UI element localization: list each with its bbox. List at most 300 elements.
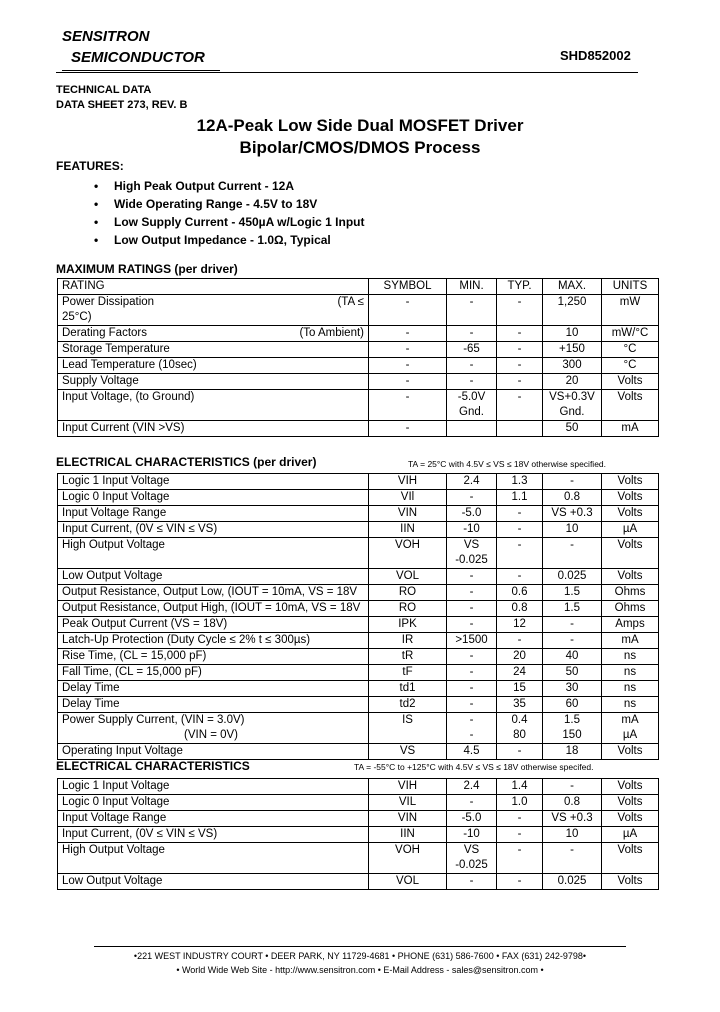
parameter-cell-value: Logic 0 Input Voltage [62, 796, 170, 808]
parameter-cell-value: Input Voltage Range [62, 507, 167, 519]
typ-cell [497, 617, 543, 633]
symbol-cell-value: IIN [400, 523, 415, 535]
min-cell [447, 874, 497, 890]
max-cell-value: VS +0.3 [551, 812, 593, 824]
units-cell: Volts [602, 374, 659, 390]
max-cell [543, 779, 602, 795]
typ-cell-value: - [517, 539, 522, 551]
rating-name-cont: 25°C) [62, 311, 92, 323]
parameter-cell [58, 795, 369, 811]
min-cell [447, 601, 497, 617]
min-cell: - [447, 295, 497, 326]
units-cell-value: ns [623, 682, 637, 694]
parameter-cell-value: Low Output Voltage [62, 875, 163, 887]
symbol-cell-value: VIH [397, 475, 418, 487]
column-header: TYP. [497, 279, 543, 295]
min-value-2: Gnd. [459, 406, 484, 418]
max-cell-value: 0.025 [557, 570, 587, 582]
units-cell [602, 827, 659, 843]
typ-cell: - [497, 390, 543, 421]
symbol-cell [369, 490, 447, 506]
rating-name: Power Dissipation [62, 296, 155, 308]
rating-note: (To Ambient) [299, 327, 364, 339]
max-cell-value: 18 [565, 745, 579, 757]
document-title: 12A-Peak Low Side Dual MOSFET Driver [196, 116, 524, 135]
typ-cell-value: - [517, 523, 522, 535]
parameter-cell [58, 811, 369, 827]
table-row [58, 585, 659, 601]
symbol-cell: - [369, 295, 447, 326]
company-name-line2: SEMICONDUCTOR [71, 49, 205, 66]
max-cell [543, 585, 602, 601]
symbol-cell-value: td1 [399, 682, 416, 694]
parameter-cell [58, 633, 369, 649]
max-value: VS+0.3V [549, 391, 595, 403]
parameter-cell-value: Delay Time [62, 698, 120, 710]
table-row [58, 295, 659, 326]
max-cell [543, 633, 602, 649]
max-cell: 20 [543, 374, 602, 390]
symbol-cell [369, 569, 447, 585]
column-header: RATING [58, 279, 369, 295]
typ-cell-value: 35 [513, 698, 526, 710]
parameter-cell [58, 713, 369, 744]
max-cell [543, 601, 602, 617]
units-cell [602, 713, 659, 744]
symbol-cell [369, 713, 447, 744]
symbol-cell-value: td2 [399, 698, 416, 710]
typ-cell [497, 601, 543, 617]
max-value-2: Gnd. [559, 406, 585, 418]
parameter-cell-value: Logic 1 Input Voltage [62, 475, 170, 487]
feature-item: • Low Output Impedance - 1.0Ω, Typical [94, 231, 364, 249]
max-cell [543, 390, 602, 421]
typ-cell: - [497, 326, 543, 342]
units-cell [602, 744, 659, 760]
typ-cell [497, 843, 543, 874]
max-cell [543, 697, 602, 713]
symbol-cell: - [369, 374, 447, 390]
max-cell [543, 474, 602, 490]
typ-cell [497, 665, 543, 681]
typ-cell-value: - [517, 745, 522, 757]
units-cell-value: Volts [617, 475, 643, 487]
max-cell [543, 569, 602, 585]
typ-cell [497, 811, 543, 827]
rating-name: Input Current (VIN >VS) [58, 421, 369, 437]
symbol-cell [369, 601, 447, 617]
max-cell-value: 60 [565, 698, 579, 710]
units-cell-value: Volts [617, 745, 643, 757]
table-row [58, 490, 659, 506]
max-cell [543, 522, 602, 538]
units-cell-value: Volts [617, 780, 643, 792]
min-cell [447, 697, 497, 713]
table-row [58, 827, 659, 843]
features-heading: FEATURES: [56, 159, 124, 173]
typ-cell-value: 0.6 [511, 586, 528, 598]
table-row [58, 795, 659, 811]
symbol-cell-value: tF [402, 666, 413, 678]
max-cell: 1,250 [543, 295, 602, 326]
parameter-cell-value: Input Current, (0V ≤ VIN ≤ VS) [62, 828, 218, 840]
symbol-cell-value: VIH [397, 780, 418, 792]
units-cell-value: Volts [617, 507, 643, 519]
typ-cell [497, 490, 543, 506]
document-subtitle: Bipolar/CMOS/DMOS Process [239, 138, 481, 157]
min-cell-value: VS [463, 539, 480, 551]
table-row [58, 681, 659, 697]
symbol-cell: - [369, 390, 447, 421]
symbol-cell [369, 874, 447, 890]
min-cell [447, 811, 497, 827]
units-cell [602, 585, 659, 601]
min-value: -5.0V [457, 391, 486, 403]
units-cell-value: ns [623, 698, 637, 710]
symbol-cell-value: IS [402, 714, 413, 726]
units-cell-value: mA [621, 714, 639, 726]
symbol-cell [369, 779, 447, 795]
min-cell-value-2: -0.025 [455, 859, 488, 871]
parameter-cell-value: Input Voltage Range [62, 812, 167, 824]
max-cell [543, 617, 602, 633]
typ-cell-value: 20 [513, 650, 526, 662]
table-row [58, 601, 659, 617]
symbol-cell-value: VOH [395, 539, 420, 551]
units-cell-value-2: µA [622, 729, 638, 741]
max-cell-value: 1.5 [564, 586, 580, 598]
typ-cell [497, 633, 543, 649]
parameter-cell [58, 665, 369, 681]
rating-name: Storage Temperature [58, 342, 369, 358]
units-cell-value: Volts [617, 812, 643, 824]
rating-note: (TA ≤ [337, 296, 364, 308]
table-row [58, 421, 659, 437]
min-cell [447, 617, 497, 633]
units-cell-value: ns [623, 666, 637, 678]
min-cell [447, 633, 497, 649]
units-cell [602, 843, 659, 874]
parameter-cell [58, 697, 369, 713]
min-cell-value: - [469, 570, 474, 582]
max-ratings-heading: MAXIMUM RATINGS (per driver) [56, 262, 238, 276]
parameter-cell-value: Low Output Voltage [62, 570, 163, 582]
parameter-cell-value: Output Resistance, Output High, (IOUT = 10mA, VS = 18V [62, 602, 361, 614]
min-cell: - [447, 358, 497, 374]
symbol-cell-value: IR [401, 634, 414, 646]
units-cell [602, 601, 659, 617]
max-cell [543, 713, 602, 744]
parameter-cell-value: Power Supply Current, (VIN = 3.0V) [62, 714, 245, 726]
units-cell-value: µA [622, 828, 638, 840]
units-cell-value: Volts [617, 844, 643, 856]
rating-name: Derating Factors [62, 327, 148, 339]
min-cell [447, 421, 497, 437]
parameter-cell-value: Operating Input Voltage [62, 745, 183, 757]
units-cell [602, 522, 659, 538]
min-cell-value: 2.4 [463, 780, 480, 792]
max-cell [543, 744, 602, 760]
min-cell-value: - [469, 714, 474, 726]
symbol-cell-value: VIL [398, 796, 417, 808]
symbol-cell-value: VS [399, 745, 416, 757]
units-cell-value: Volts [617, 875, 643, 887]
units-cell [602, 506, 659, 522]
units-cell: mA [602, 421, 659, 437]
min-cell [447, 585, 497, 601]
min-cell-value: - [469, 602, 474, 614]
table-row [58, 843, 659, 874]
footer-web: • World Wide Web Site - http://www.sensitron.com • E-Mail Address - sales@sensitron.com • [176, 965, 544, 975]
min-cell [447, 795, 497, 811]
table-row [58, 342, 659, 358]
min-cell: - [447, 326, 497, 342]
max-ratings-table [57, 278, 659, 437]
min-cell-value: -10 [463, 828, 480, 840]
max-cell-value: 1.5 [564, 602, 580, 614]
units-cell-value: µA [622, 523, 638, 535]
min-cell-value: >1500 [455, 634, 488, 646]
parameter-cell-value: Logic 0 Input Voltage [62, 491, 170, 503]
typ-cell-value: 1.4 [511, 780, 528, 792]
table-row [58, 633, 659, 649]
max-cell-value: 30 [565, 682, 579, 694]
units-cell [602, 874, 659, 890]
units-cell-value: Ohms [614, 602, 646, 614]
symbol-cell [369, 474, 447, 490]
column-header: MIN. [447, 279, 497, 295]
symbol-cell-value: IIN [400, 828, 415, 840]
table-row [58, 697, 659, 713]
parameter-cell [58, 617, 369, 633]
column-header: MAX. [543, 279, 602, 295]
max-cell [543, 843, 602, 874]
max-cell-value: 0.025 [557, 875, 587, 887]
symbol-cell: - [369, 342, 447, 358]
units-cell-value: Volts [617, 796, 643, 808]
units-cell-value: Amps [615, 618, 645, 630]
header-divider [56, 72, 638, 73]
max-cell [543, 681, 602, 697]
typ-cell [497, 795, 543, 811]
parameter-cell-value: High Output Voltage [62, 844, 165, 856]
table-row [58, 390, 659, 421]
max-cell [543, 665, 602, 681]
typ-cell-value: 12 [513, 618, 526, 630]
parameter-cell-value: Rise Time, (CL = 15,000 pF) [62, 650, 207, 662]
typ-cell [497, 506, 543, 522]
typ-cell-value: 1.1 [511, 491, 528, 503]
max-cell [543, 506, 602, 522]
max-cell-value: - [570, 780, 574, 792]
min-cell [447, 474, 497, 490]
table-row [58, 649, 659, 665]
typ-cell-value: - [517, 844, 522, 856]
typ-cell [497, 421, 543, 437]
symbol-cell-value: RO [398, 586, 417, 598]
rating-name: Input Voltage, (to Ground) [58, 390, 369, 421]
min-cell [447, 713, 497, 744]
parameter-cell [58, 474, 369, 490]
symbol-cell [369, 744, 447, 760]
units-cell: °C [602, 342, 659, 358]
parameter-cell [58, 506, 369, 522]
min-cell [447, 506, 497, 522]
typ-cell [497, 522, 543, 538]
min-cell-value: - [469, 650, 474, 662]
symbol-cell [369, 795, 447, 811]
symbol-cell [369, 649, 447, 665]
max-cell-value: 10 [565, 523, 579, 535]
max-cell: 10 [543, 326, 602, 342]
table-row [58, 358, 659, 374]
typ-cell [497, 474, 543, 490]
symbol-cell-value: VIN [397, 507, 418, 519]
table-row [58, 779, 659, 795]
table-row [58, 538, 659, 569]
min-cell-value: - [469, 875, 474, 887]
symbol-cell [369, 811, 447, 827]
typ-cell-value: 1.3 [511, 475, 528, 487]
rating-name: Supply Voltage [58, 374, 369, 390]
min-cell-value: -5.0 [461, 507, 482, 519]
min-cell-value: 2.4 [463, 475, 480, 487]
elec-char-table [57, 473, 659, 760]
typ-cell-value: 24 [513, 666, 526, 678]
max-cell: 50 [543, 421, 602, 437]
min-cell: -65 [447, 342, 497, 358]
units-cell [602, 569, 659, 585]
max-cell-value: 40 [565, 650, 579, 662]
typ-cell [497, 827, 543, 843]
typ-cell [497, 874, 543, 890]
max-cell: +150 [543, 342, 602, 358]
elec-char-condition: TA = 25°C with 4.5V ≤ VS ≤ 18V otherwise specified. [408, 459, 607, 469]
symbol-cell-value: RO [398, 602, 417, 614]
units-cell-value: Volts [617, 570, 643, 582]
typ-cell-value: 0.4 [511, 714, 528, 726]
min-cell [447, 390, 497, 421]
typ-cell-value: - [517, 875, 522, 887]
table-row [58, 569, 659, 585]
units-cell: °C [602, 358, 659, 374]
min-cell-value: -5.0 [461, 812, 482, 824]
table-row [58, 811, 659, 827]
parameter-cell-value: Delay Time [62, 682, 120, 694]
min-cell-value: 4.5 [463, 745, 480, 757]
parameter-cell [58, 569, 369, 585]
units-cell-value: Volts [617, 491, 643, 503]
symbol-cell [369, 617, 447, 633]
parameter-cell-value: Input Current, (0V ≤ VIN ≤ VS) [62, 523, 218, 535]
units-cell [602, 538, 659, 569]
typ-cell: - [497, 374, 543, 390]
table-row [58, 874, 659, 890]
symbol-cell [369, 506, 447, 522]
table-row [58, 522, 659, 538]
part-number: SHD852002 [560, 48, 631, 63]
max-cell: 300 [543, 358, 602, 374]
max-cell-value: 50 [565, 666, 579, 678]
min-cell [447, 522, 497, 538]
typ-cell-value: 15 [513, 682, 526, 694]
min-cell [447, 665, 497, 681]
max-cell [543, 811, 602, 827]
min-cell-value: - [469, 586, 474, 598]
units-cell [602, 779, 659, 795]
units-cell [602, 649, 659, 665]
parameter-cell [58, 744, 369, 760]
min-cell: - [447, 374, 497, 390]
elec-char-temp-heading: ELECTRICAL CHARACTERISTICS [56, 759, 250, 773]
parameter-cell [58, 601, 369, 617]
column-header: UNITS [602, 279, 659, 295]
typ-cell-value: - [517, 507, 522, 519]
max-cell-value: - [570, 475, 574, 487]
typ-cell-value: - [517, 812, 522, 824]
logo-underline [62, 70, 220, 71]
units-cell [602, 811, 659, 827]
typ-cell [497, 649, 543, 665]
units-cell [602, 474, 659, 490]
parameter-cell [58, 827, 369, 843]
min-cell-value: - [469, 666, 474, 678]
symbol-cell-value: VIN [397, 812, 418, 824]
typ-cell: - [497, 295, 543, 326]
units-cell [602, 633, 659, 649]
typ-cell: - [497, 342, 543, 358]
table-row [58, 326, 659, 342]
symbol-cell [369, 827, 447, 843]
feature-item: • High Peak Output Current - 12A [94, 177, 364, 195]
feature-item: • Wide Operating Range - 4.5V to 18V [94, 195, 364, 213]
max-cell-value: - [570, 634, 574, 646]
max-cell [543, 490, 602, 506]
typ-cell-value: 1.0 [511, 796, 528, 808]
parameter-cell [58, 585, 369, 601]
units-cell [602, 681, 659, 697]
typ-cell-value-2: 80 [513, 729, 526, 741]
min-cell-value: VS [463, 844, 480, 856]
symbol-cell [369, 538, 447, 569]
units-cell-value: mA [621, 634, 639, 646]
parameter-cell [58, 779, 369, 795]
max-cell-value: 1.5 [564, 714, 580, 726]
max-cell-value: 0.8 [564, 491, 580, 503]
elec-char-heading: ELECTRICAL CHARACTERISTICS (per driver) [56, 455, 317, 469]
min-cell [447, 649, 497, 665]
min-cell [447, 779, 497, 795]
table-row [58, 713, 659, 744]
min-cell-value: - [469, 796, 474, 808]
symbol-cell: - [369, 358, 447, 374]
company-name-line1: SENSITRON [62, 28, 150, 45]
parameter-cell-value: Peak Output Current (VS = 18V) [62, 618, 228, 630]
max-cell [543, 538, 602, 569]
table-row [58, 374, 659, 390]
units-cell: mW [602, 295, 659, 326]
min-cell-value: - [469, 491, 474, 503]
typ-cell [497, 538, 543, 569]
min-cell [447, 538, 497, 569]
max-cell-value: - [570, 618, 574, 630]
typ-cell-value: - [517, 570, 522, 582]
max-cell [543, 827, 602, 843]
rating-name: Lead Temperature (10sec) [58, 358, 369, 374]
typ-cell: - [497, 358, 543, 374]
min-cell-value: - [469, 682, 474, 694]
units-cell [602, 665, 659, 681]
